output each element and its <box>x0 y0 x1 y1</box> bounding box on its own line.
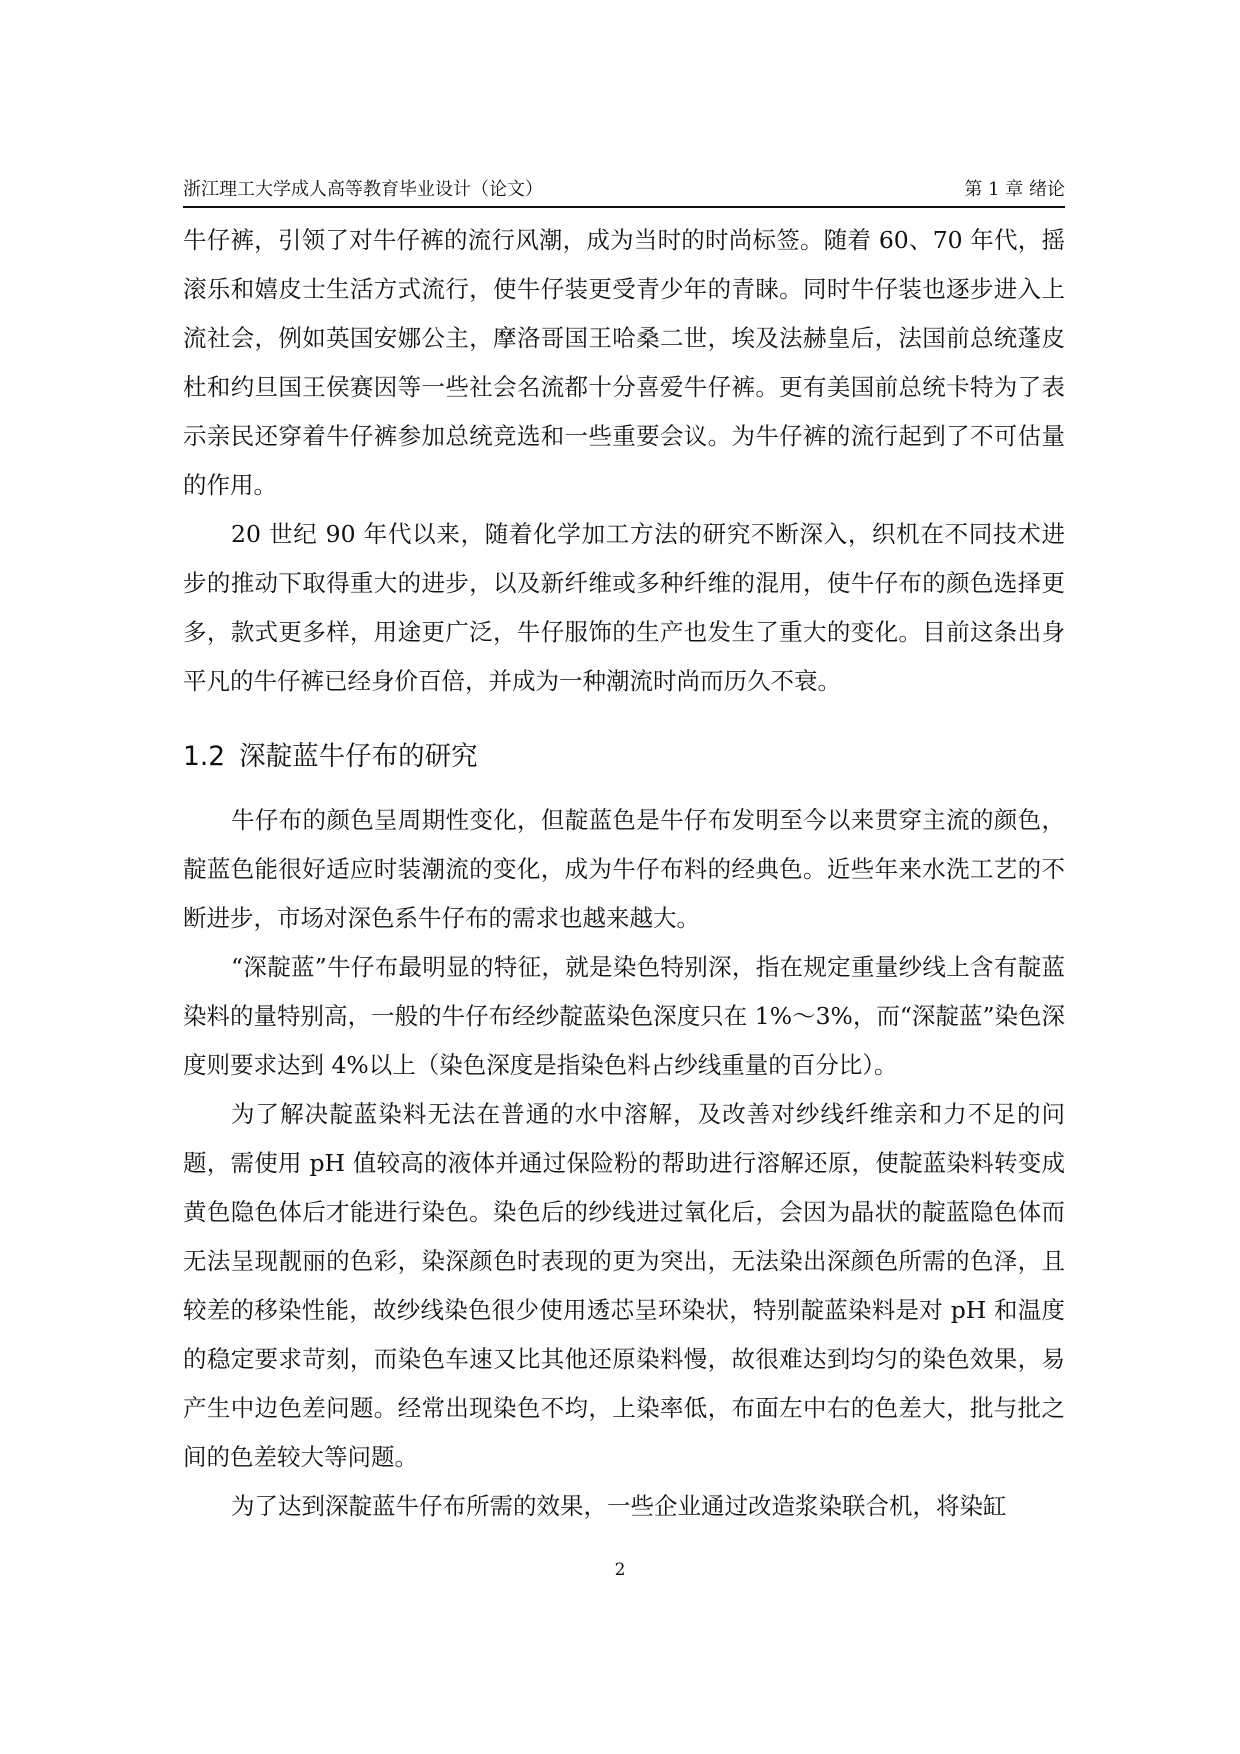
page-number: 2 <box>614 1560 626 1580</box>
header-chapter-title: 第 1 章 绪论 <box>964 179 1065 200</box>
running-header <box>183 176 1065 204</box>
section-title: 深靛蓝牛仔布的研究 <box>239 741 478 772</box>
paragraph-continued: 牛仔裤，引领了对牛仔裤的流行风潮，成为当时的时尚标签。随着 60、70 年代，摇滚乐和嬉皮士生活方式流行，使牛仔装更受青少年的青睐。同时牛仔装也逐步进入上流社会，例如英国安娜公主，摩洛哥国王哈桑二世，埃及法赫皇后，法国前总统蓬皮杜和约旦国王侯赛因等一些社会名流都十分喜爱牛仔裤。更有美国前总统卡特为了表示亲民还穿着牛仔裤参加总统竞选和一些重要会议。为牛仔裤的流行起到了不可估量的作用。 <box>183 226 1065 499</box>
header-divider <box>183 206 1065 208</box>
paragraph-machine-modification: 为了达到深靛蓝牛仔布所需的效果，一些企业通过改造浆染联合机，将染缸 <box>231 1492 1007 1520</box>
body-text <box>183 216 1065 1531</box>
paragraph-dyeing-problems: 为了解决靛蓝染料无法在普通的水中溶解，及改善对纱线纤维亲和力不足的问题，需使用 pH 值较高的液体并通过保险粉的帮助进行溶解还原，使靛蓝染料转变成黄色隐色体后才能进行染色。染色后的纱线进过氧化后，会因为晶状的靛蓝隐色体而无法呈现靓丽的色彩，染深颜色时表现的更为突出，无法染出深颜色所需的色泽，且较差的移染性能，故纱线染色很少使用透芯呈环染状，特别靛蓝染料是对 pH 和温度的稳定要求苛刻，而染色车速又比其他还原染料慢，故很难达到均匀的染色效果，易产生中边色差问题。经常出现染色不均，上染率低，布面左中右的色差大，批与批之间的色差较大等问题。 <box>183 1100 1065 1471</box>
paragraph-1990s: 20 世纪 90 年代以来，随着化学加工方法的研究不断深入，织机在不同技术进步的推动下取得重大的进步，以及新纤维或多种纤维的混用，使牛仔布的颜色选择更多，款式更多样，用途更广泛，牛仔服饰的生产也发生了重大的变化。目前这条出身平凡的牛仔裤已经身价百倍，并成为一种潮流时尚而历久不衰。 <box>183 520 1065 695</box>
paragraph-deep-indigo-feature: “深靛蓝”牛仔布最明显的特征，就是染色特别深，指在规定重量纱线上含有靛蓝染料的量特别高，一般的牛仔布经纱靛蓝染色深度只在 1%～3%，而“深靛蓝”染色深度则要求达到 4%以上（染色深度是指染色料占纱线重量的百分比）。 <box>183 953 1065 1079</box>
header-thesis-title: 浙江理工大学成人高等教育毕业设计（论文） <box>183 179 543 200</box>
section-number: 1.2 <box>183 741 226 772</box>
paragraph-indigo-color: 牛仔布的颜色呈周期性变化，但靛蓝色是牛仔布发明至今以来贯穿主流的颜色，靛蓝色能很好适应时装潮流的变化，成为牛仔布料的经典色。近些年来水洗工艺的不断进步，市场对深色系牛仔布的需求也越来越大。 <box>183 806 1065 932</box>
section-heading <box>183 737 1065 777</box>
